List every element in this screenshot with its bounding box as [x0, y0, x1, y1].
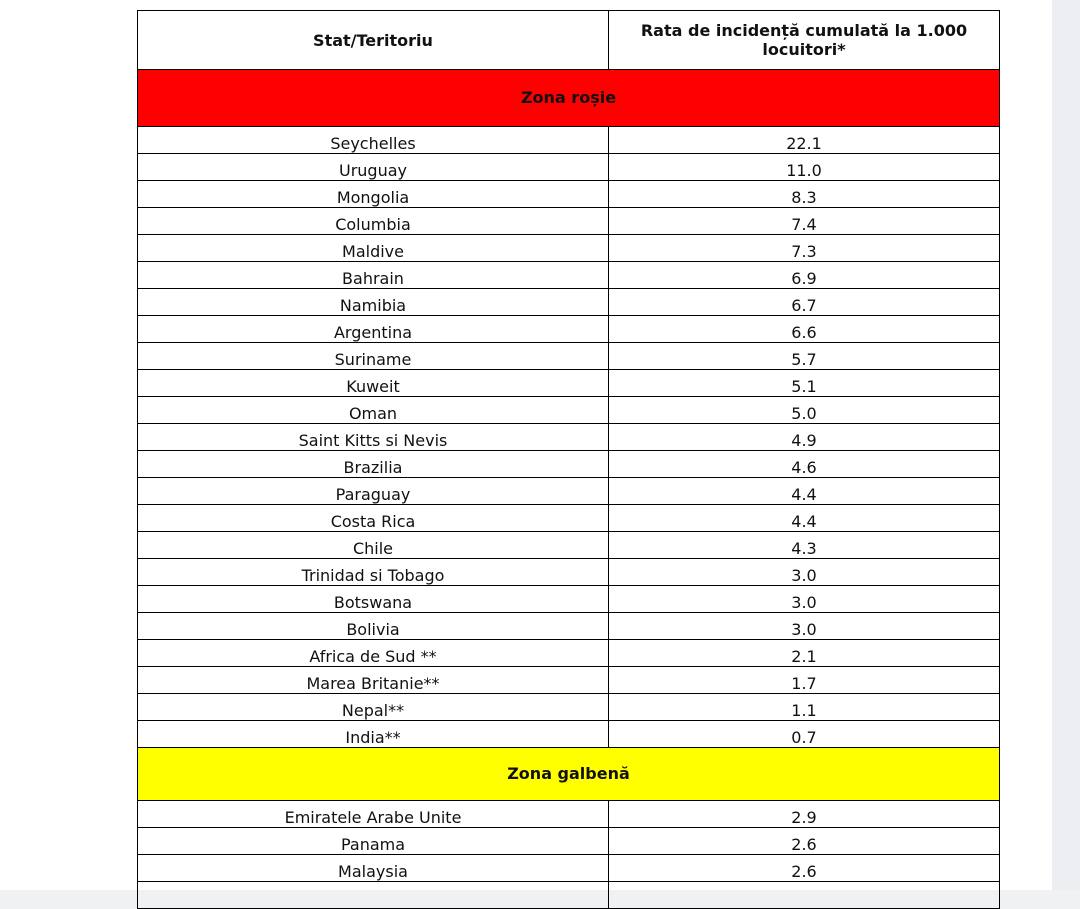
rate-cell: 3.0 [609, 613, 1000, 640]
country-cell: Saint Kitts si Nevis [138, 424, 609, 451]
rate-cell: 5.0 [609, 397, 1000, 424]
table-row [138, 586, 1000, 613]
rate-cell: 4.4 [609, 478, 1000, 505]
country-cell: Panama [138, 828, 609, 855]
country-cell: Namibia [138, 289, 609, 316]
rate-cell [609, 882, 1000, 909]
country-cell: Chile [138, 532, 609, 559]
rate-cell: 7.3 [609, 235, 1000, 262]
table-row [138, 370, 1000, 397]
country-cell: Marea Britanie** [138, 667, 609, 694]
table-row [138, 694, 1000, 721]
rate-cell: 22.1 [609, 127, 1000, 154]
country-cell: India** [138, 721, 609, 748]
country-cell: Malaysia [138, 855, 609, 882]
table-row [138, 640, 1000, 667]
table-row [138, 235, 1000, 262]
table-row [138, 451, 1000, 478]
rate-cell: 6.7 [609, 289, 1000, 316]
table-row [138, 343, 1000, 370]
viewer-scroll-area[interactable] [1052, 0, 1080, 890]
table-row [138, 424, 1000, 451]
rate-cell: 2.6 [609, 828, 1000, 855]
rate-cell: 0.7 [609, 721, 1000, 748]
rate-cell: 4.3 [609, 532, 1000, 559]
table-row [138, 721, 1000, 748]
table-row [138, 478, 1000, 505]
incidence-table [137, 10, 1000, 909]
table-row [138, 505, 1000, 532]
table-row [138, 397, 1000, 424]
rate-cell: 3.0 [609, 586, 1000, 613]
country-cell [138, 882, 609, 909]
table-header-row [138, 11, 1000, 70]
country-cell: Africa de Sud ** [138, 640, 609, 667]
table-row [138, 559, 1000, 586]
table-row [138, 127, 1000, 154]
header-rate: Rata de incidență cumulată la 1.000 locuitori* [609, 11, 1000, 70]
rate-cell: 6.9 [609, 262, 1000, 289]
rate-cell: 4.6 [609, 451, 1000, 478]
rate-cell: 5.1 [609, 370, 1000, 397]
country-cell: Suriname [138, 343, 609, 370]
rate-cell: 8.3 [609, 181, 1000, 208]
country-cell: Emiratele Arabe Unite [138, 801, 609, 828]
zone-yellow-label: Zona galbenă [138, 748, 1000, 801]
table-body [138, 70, 1000, 909]
country-cell: Trinidad si Tobago [138, 559, 609, 586]
country-cell: Costa Rica [138, 505, 609, 532]
table-row [138, 154, 1000, 181]
header-country: Stat/Teritoriu [138, 11, 609, 70]
country-cell: Kuweit [138, 370, 609, 397]
rate-cell: 2.9 [609, 801, 1000, 828]
table-row [138, 613, 1000, 640]
country-cell: Argentina [138, 316, 609, 343]
country-cell: Oman [138, 397, 609, 424]
rate-cell: 2.1 [609, 640, 1000, 667]
rate-cell: 2.6 [609, 855, 1000, 882]
country-cell: Botswana [138, 586, 609, 613]
table-row [138, 208, 1000, 235]
rate-cell: 7.4 [609, 208, 1000, 235]
rate-cell: 3.0 [609, 559, 1000, 586]
table-row [138, 667, 1000, 694]
rate-cell: 1.1 [609, 694, 1000, 721]
table-row [138, 855, 1000, 882]
country-cell: Nepal** [138, 694, 609, 721]
table-row [138, 801, 1000, 828]
zone-yellow-row [138, 748, 1000, 801]
table-row [138, 316, 1000, 343]
country-cell: Columbia [138, 208, 609, 235]
country-cell: Uruguay [138, 154, 609, 181]
zone-red-label: Zona roșie [138, 70, 1000, 127]
country-cell: Maldive [138, 235, 609, 262]
rate-cell: 5.7 [609, 343, 1000, 370]
country-cell: Mongolia [138, 181, 609, 208]
country-cell: Bolivia [138, 613, 609, 640]
table-row [138, 532, 1000, 559]
rate-cell: 6.6 [609, 316, 1000, 343]
country-cell: Brazilia [138, 451, 609, 478]
table-row [138, 828, 1000, 855]
rate-cell: 4.9 [609, 424, 1000, 451]
table-row [138, 262, 1000, 289]
table-row [138, 181, 1000, 208]
country-cell: Seychelles [138, 127, 609, 154]
table-row [138, 882, 1000, 909]
rate-cell: 11.0 [609, 154, 1000, 181]
table-row [138, 289, 1000, 316]
zone-red-row [138, 70, 1000, 127]
country-cell: Bahrain [138, 262, 609, 289]
rate-cell: 1.7 [609, 667, 1000, 694]
country-cell: Paraguay [138, 478, 609, 505]
rate-cell: 4.4 [609, 505, 1000, 532]
